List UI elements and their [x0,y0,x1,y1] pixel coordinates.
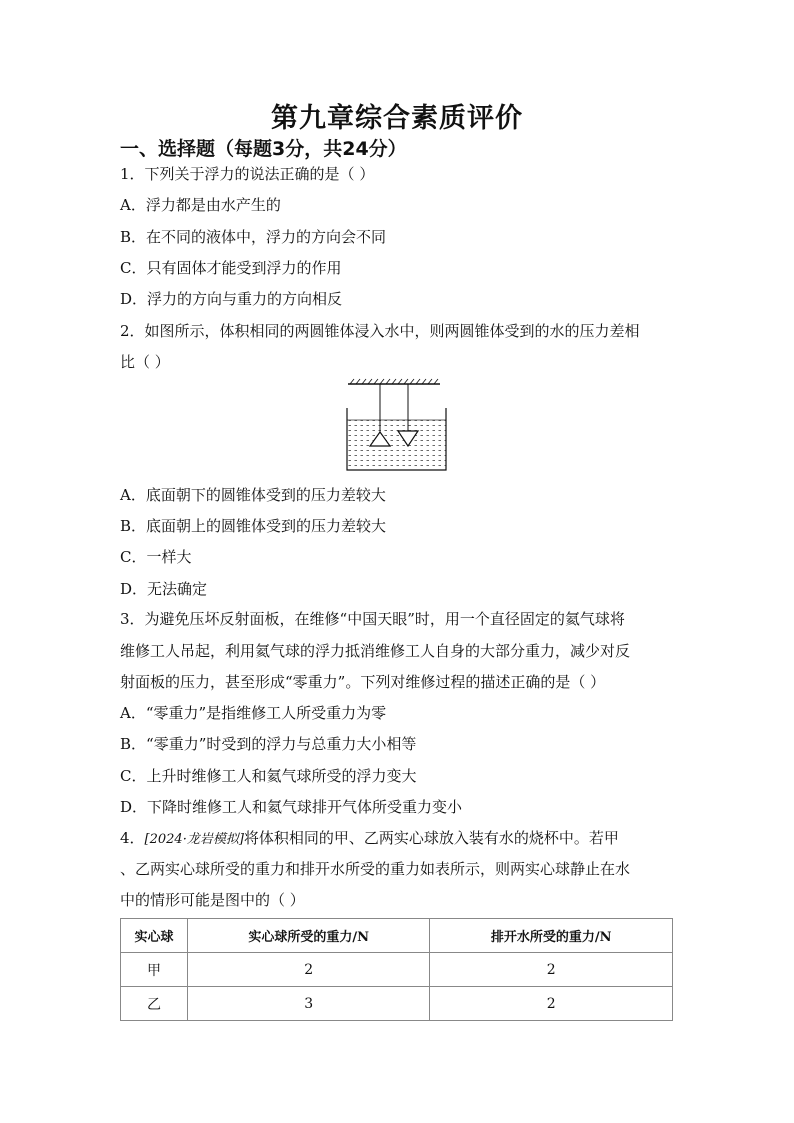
water [347,420,446,470]
table-header-ball: 实心球 [121,919,188,953]
q3-option-a: A．“零重力”是指维修工人所受重力为零 [120,704,387,722]
section-heading: 一、选择题（每题3分，共24分） [120,138,407,160]
q3-stem-line3: 射面板的压力，甚至形成“零重力”。下列对维修过程的描述正确的是（ ） [120,673,606,691]
table-header-ball-gravity: 实心球所受的重力/N [187,919,430,953]
q4-stem-line1-text: 将体积相同的甲、乙两实心球放入装有水的烧杯中。若甲 [243,829,619,847]
q3-stem-line1: 3．为避免压坏反射面板，在维修“中国天眼”时，用一个直径固定的氦气球将 [120,610,625,628]
gravity-table [120,918,673,1021]
q4-stem-line1 [120,827,619,848]
support-hatching [350,379,438,384]
table-header-row [121,919,673,953]
q2-option-d: D．无法确定 [120,580,208,598]
q3-option-b: B．“零重力”时受到的浮力与总重力大小相等 [120,735,417,753]
q3-option-c: C．上升时维修工人和氦气球所受的浮力变大 [120,767,417,785]
q2-option-a: A．底面朝下的圆锥体受到的压力差较大 [120,486,386,504]
q1-option-a: A．浮力都是由水产生的 [120,196,281,214]
q1-option-d: D．浮力的方向与重力的方向相反 [120,290,343,308]
table-cell-displaced-gravity: 2 [430,987,673,1021]
q2-stem-line1: 2．如图所示，体积相同的两圆锥体浸入水中，则两圆锥体受到的水的压力差相 [120,322,640,340]
q4-number: 4． [120,829,145,847]
q4-stem-line2: 、乙两实心球所受的重力和排开水所受的重力如表所示，则两实心球静止在水 [120,860,631,878]
q1-option-c: C．只有固体才能受到浮力的作用 [120,259,342,277]
table-cell-ball-gravity: 2 [187,953,430,987]
q1-stem: 1．下列关于浮力的说法正确的是（ ） [120,165,375,183]
q4-source-tag: [2024·龙岩模拟] [144,832,244,847]
page-title: 第九章综合素质评价 [271,103,523,134]
table-header-displaced-gravity: 排开水所受的重力/N [430,919,673,953]
table-cell-ball: 甲 [121,953,188,987]
table-cell-ball-gravity: 3 [187,987,430,1021]
q3-stem-line2: 维修工人吊起，利用氦气球的浮力抵消维修工人自身的大部分重力，减少对反 [120,642,631,660]
q3-option-d: D．下降时维修工人和氦气球排开气体所受重力变小 [120,798,463,816]
table-cell-ball: 乙 [121,987,188,1021]
table-row [121,953,673,987]
q1-option-b: B．在不同的液体中，浮力的方向会不同 [120,228,387,246]
table-row [121,987,673,1021]
q2-stem-line2: 比（ ） [120,353,170,371]
table-cell-displaced-gravity: 2 [430,953,673,987]
cones-in-water-figure [342,378,450,474]
q2-option-c: C．一样大 [120,548,192,566]
q4-stem-line3: 中的情形可能是图中的（ ） [120,891,305,909]
q2-option-b: B．底面朝上的圆锥体受到的压力差较大 [120,517,387,535]
